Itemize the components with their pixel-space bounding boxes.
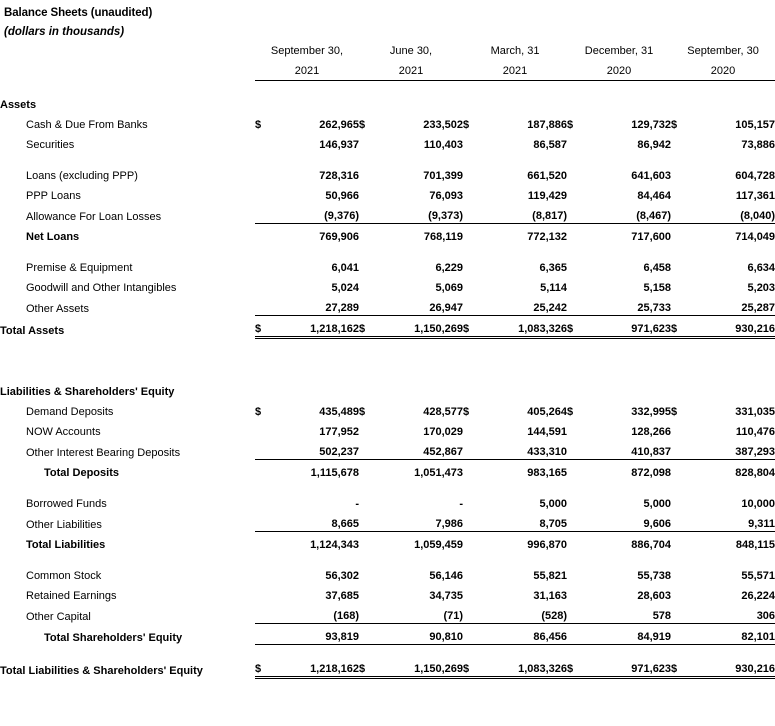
row-label-allowance: Allowance For Loan Losses xyxy=(26,210,162,223)
cell-total-deposits-1: 1,051,473 xyxy=(414,467,464,479)
currency-symbol: $ xyxy=(671,406,678,418)
cell-total-equity-3: 84,919 xyxy=(589,624,671,645)
row-label-total-liabilities-equity: Total Liabilities & Shareholders' Equity xyxy=(0,664,203,677)
cell-premise-0: 6,041 xyxy=(331,262,359,274)
cell-other-assets-4: 25,287 xyxy=(693,295,775,316)
cell-oib-3: 410,837 xyxy=(589,439,671,460)
cell-other-capital-0: (168) xyxy=(277,603,359,624)
cell-other-assets-2: 25,242 xyxy=(485,295,567,316)
row-label-loans-excluding-ppp: Loans (excluding PPP) xyxy=(26,170,138,182)
cell-cash-0: 262,965 xyxy=(319,119,359,131)
cell-demand-2: 405,264 xyxy=(527,406,568,418)
table-row xyxy=(0,112,775,132)
cell-now-0: 177,952 xyxy=(319,426,359,438)
cell-borrowed-4: 10,000 xyxy=(741,498,775,510)
cell-borrowed-3: 5,000 xyxy=(643,498,672,510)
column-header-2-line2: 2021 xyxy=(359,58,463,81)
currency-symbol: $ xyxy=(255,119,262,131)
cell-retained-3: 28,603 xyxy=(637,590,672,602)
table-row xyxy=(0,532,775,553)
currency-symbol: $ xyxy=(567,316,589,338)
cell-other-assets-3: 25,733 xyxy=(589,295,671,316)
cell-securities-1: 110,403 xyxy=(423,139,464,151)
column-header-1-line1: September 30, xyxy=(270,45,344,57)
cell-premise-3: 6,458 xyxy=(643,262,672,274)
currency-symbol: $ xyxy=(359,656,381,678)
cell-total-le-2: 1,083,326 xyxy=(485,656,567,678)
currency-symbol: $ xyxy=(671,656,693,678)
cell-other-capital-1: (71) xyxy=(381,603,463,624)
row-label-total-deposits: Total Deposits xyxy=(44,467,119,479)
cell-demand-1: 428,577 xyxy=(423,406,464,418)
cell-securities-0: 146,937 xyxy=(319,139,359,151)
cell-total-deposits-3: 872,098 xyxy=(631,467,672,479)
row-label-retained-earnings: Retained Earnings xyxy=(26,590,117,602)
cell-other-liab-4: 9,311 xyxy=(693,511,775,532)
cell-retained-1: 34,735 xyxy=(429,590,464,602)
cell-borrowed-1: - xyxy=(459,498,464,510)
cell-ppp-1: 76,093 xyxy=(429,190,464,202)
cell-common-stock-3: 55,738 xyxy=(637,570,672,582)
cell-total-liab-3: 886,704 xyxy=(631,539,672,551)
row-label-common-stock: Common Stock xyxy=(26,570,102,582)
cell-total-equity-4: 82,101 xyxy=(693,624,775,645)
cell-total-le-1: 1,150,269 xyxy=(381,656,463,678)
row-label-securities: Securities xyxy=(26,139,75,151)
cell-loans-0: 728,316 xyxy=(319,170,359,182)
spacer-row xyxy=(0,552,775,563)
cell-goodwill-4: 5,203 xyxy=(747,282,775,294)
header-spacer xyxy=(0,40,255,58)
cell-oib-0: 502,237 xyxy=(277,439,359,460)
cell-common-stock-2: 55,821 xyxy=(533,570,568,582)
row-label-other-interest-bearing: Other Interest Bearing Deposits xyxy=(26,446,181,459)
table-row xyxy=(0,399,775,419)
balance-sheet-table xyxy=(0,40,775,679)
cell-demand-4: 331,035 xyxy=(735,406,775,418)
cell-now-2: 144,591 xyxy=(527,426,568,438)
cell-ppp-0: 50,966 xyxy=(325,190,359,202)
cell-other-assets-1: 26,947 xyxy=(381,295,463,316)
cell-loans-4: 604,728 xyxy=(735,170,775,182)
assets-section-label: Assets xyxy=(0,99,37,111)
cell-loans-1: 701,399 xyxy=(423,170,464,182)
table-row xyxy=(0,563,775,583)
row-label-now-accounts: NOW Accounts xyxy=(26,426,101,438)
cell-securities-3: 86,942 xyxy=(637,139,672,151)
cell-ppp-4: 117,361 xyxy=(735,190,775,202)
table-row xyxy=(0,624,775,645)
column-header-5-line2: 2020 xyxy=(671,58,775,81)
spacer-row xyxy=(0,152,775,163)
cell-other-assets-0: 27,289 xyxy=(277,295,359,316)
table-row xyxy=(0,511,775,532)
column-header-3-line2: 2021 xyxy=(463,58,567,81)
table-row xyxy=(0,132,775,152)
cell-other-capital-2: (528) xyxy=(485,603,567,624)
table-row xyxy=(0,460,775,481)
page-title: Balance Sheets (unaudited) xyxy=(4,7,153,19)
cell-allowance-4: (8,040) xyxy=(693,203,775,224)
cell-total-deposits-0: 1,115,678 xyxy=(310,467,359,479)
currency-symbol: $ xyxy=(463,316,485,338)
cell-allowance-3: (8,467) xyxy=(589,203,671,224)
table-row xyxy=(0,583,775,603)
currency-symbol: $ xyxy=(463,656,485,678)
table-row xyxy=(0,183,775,203)
currency-symbol: $ xyxy=(255,406,262,418)
section-header-assets xyxy=(0,92,775,112)
cell-common-stock-4: 55,571 xyxy=(741,570,775,582)
cell-demand-3: 332,995 xyxy=(631,406,672,418)
cell-demand-0: 435,489 xyxy=(319,406,359,418)
cell-allowance-0: (9,376) xyxy=(277,203,359,224)
cell-premise-1: 6,229 xyxy=(435,262,464,274)
currency-symbol: $ xyxy=(567,406,574,418)
cell-net-loans-3: 717,600 xyxy=(631,231,672,243)
spacer-row xyxy=(0,645,775,657)
table-row xyxy=(0,603,775,624)
row-label-other-capital: Other Capital xyxy=(26,610,91,623)
currency-symbol: $ xyxy=(359,406,366,418)
currency-symbol: $ xyxy=(463,406,470,418)
table-row xyxy=(0,163,775,183)
table-header-row-1 xyxy=(0,40,775,58)
cell-loans-2: 661,520 xyxy=(527,170,568,182)
cell-borrowed-2: 5,000 xyxy=(539,498,568,510)
cell-total-deposits-4: 828,804 xyxy=(735,467,775,479)
spacer-row xyxy=(0,81,775,93)
cell-other-liab-1: 7,986 xyxy=(381,511,463,532)
liabilities-section-label: Liabilities & Shareholders' Equity xyxy=(0,386,175,398)
cell-total-deposits-2: 983,165 xyxy=(527,467,568,479)
cell-borrowed-0: - xyxy=(355,498,359,510)
table-row xyxy=(0,439,775,460)
page-subtitle: (dollars in thousands) xyxy=(4,26,125,38)
cell-other-liab-3: 9,606 xyxy=(589,511,671,532)
table-header-row-2 xyxy=(0,58,775,81)
row-label-goodwill: Goodwill and Other Intangibles xyxy=(26,282,177,294)
cell-goodwill-3: 5,158 xyxy=(643,282,672,294)
cell-net-loans-4: 714,049 xyxy=(735,231,775,243)
table-row xyxy=(0,295,775,316)
cell-total-assets-3: 971,623 xyxy=(589,316,671,338)
cell-total-le-0: 1,218,162 xyxy=(277,656,359,678)
column-header-4-line2: 2020 xyxy=(567,58,671,81)
currency-symbol: $ xyxy=(255,316,277,338)
cell-allowance-2: (8,817) xyxy=(485,203,567,224)
cell-goodwill-1: 5,069 xyxy=(435,282,464,294)
cell-oib-4: 387,293 xyxy=(693,439,775,460)
cell-now-1: 170,029 xyxy=(423,426,464,438)
table-row xyxy=(0,255,775,275)
spacer-row xyxy=(0,244,775,255)
currency-symbol: $ xyxy=(567,656,589,678)
cell-total-equity-1: 90,810 xyxy=(381,624,463,645)
spacer-row xyxy=(0,359,775,379)
row-label-total-liabilities: Total Liabilities xyxy=(26,539,106,551)
column-header-2-line1: June 30, xyxy=(389,45,433,57)
cell-goodwill-0: 5,024 xyxy=(331,282,359,294)
cell-net-loans-0: 769,906 xyxy=(319,231,359,243)
cell-oib-1: 452,867 xyxy=(381,439,463,460)
cell-cash-1: 233,502 xyxy=(423,119,464,131)
table-row xyxy=(0,656,775,678)
cell-total-equity-0: 93,819 xyxy=(277,624,359,645)
cell-allowance-1: (9,373) xyxy=(381,203,463,224)
cell-total-le-4: 930,216 xyxy=(693,656,775,678)
cell-goodwill-2: 5,114 xyxy=(540,282,568,294)
row-label-demand-deposits: Demand Deposits xyxy=(26,406,114,418)
row-label-ppp-loans: PPP Loans xyxy=(26,190,81,202)
table-row xyxy=(0,491,775,511)
cell-ppp-3: 84,464 xyxy=(637,190,672,202)
cell-retained-2: 31,163 xyxy=(533,590,568,602)
row-label-total-equity: Total Shareholders' Equity xyxy=(44,631,183,644)
cell-cash-4: 105,157 xyxy=(735,119,775,131)
cell-total-assets-2: 1,083,326 xyxy=(485,316,567,338)
row-label-other-assets: Other Assets xyxy=(26,302,89,315)
spacer-row xyxy=(0,480,775,491)
cell-loans-3: 641,603 xyxy=(631,170,672,182)
currency-symbol: $ xyxy=(359,316,381,338)
header-spacer-2 xyxy=(0,58,255,81)
row-label-premise: Premise & Equipment xyxy=(26,262,133,274)
cell-cash-2: 187,886 xyxy=(527,119,568,131)
section-header-liabilities xyxy=(0,379,775,399)
cell-total-assets-0: 1,218,162 xyxy=(277,316,359,338)
cell-net-loans-1: 768,119 xyxy=(423,231,464,243)
cell-total-liab-2: 996,870 xyxy=(527,539,568,551)
cell-retained-0: 37,685 xyxy=(325,590,359,602)
cell-total-liab-0: 1,124,343 xyxy=(310,539,359,551)
cell-net-loans-2: 772,132 xyxy=(527,231,568,243)
column-header-5-line1: September, 30 xyxy=(687,45,759,57)
currency-symbol: $ xyxy=(567,119,574,131)
cell-total-assets-4: 930,216 xyxy=(693,316,775,338)
table-row xyxy=(0,419,775,439)
column-header-3-line1: March, 31 xyxy=(490,45,540,57)
row-label-borrowed-funds: Borrowed Funds xyxy=(26,498,107,510)
table-row xyxy=(0,224,775,245)
cell-common-stock-1: 56,146 xyxy=(429,570,464,582)
cell-other-liab-0: 8,665 xyxy=(277,511,359,532)
cell-other-capital-3: 578 xyxy=(589,603,671,624)
cell-total-liab-1: 1,059,459 xyxy=(414,539,464,551)
cell-securities-2: 86,587 xyxy=(533,139,568,151)
cell-total-assets-1: 1,150,269 xyxy=(381,316,463,338)
row-label-other-liabilities: Other Liabilities xyxy=(26,518,102,531)
cell-premise-2: 6,365 xyxy=(539,262,568,274)
row-label-net-loans: Net Loans xyxy=(26,231,80,243)
column-header-1-line2: 2021 xyxy=(255,58,359,81)
cell-retained-4: 26,224 xyxy=(741,590,775,602)
cell-common-stock-0: 56,302 xyxy=(325,570,359,582)
currency-symbol: $ xyxy=(359,119,366,131)
cell-ppp-2: 119,429 xyxy=(527,190,568,202)
currency-symbol: $ xyxy=(671,119,678,131)
cell-other-capital-4: 306 xyxy=(693,603,775,624)
cell-securities-4: 73,886 xyxy=(741,139,775,151)
cell-other-liab-2: 8,705 xyxy=(485,511,567,532)
cell-oib-2: 433,310 xyxy=(485,439,567,460)
spacer-row xyxy=(0,338,775,360)
row-label-total-assets: Total Assets xyxy=(0,324,65,337)
cell-premise-4: 6,634 xyxy=(747,262,775,274)
cell-total-equity-2: 86,456 xyxy=(485,624,567,645)
cell-total-le-3: 971,623 xyxy=(589,656,671,678)
table-row xyxy=(0,203,775,224)
column-header-4-line1: December, 31 xyxy=(584,45,654,57)
cell-total-liab-4: 848,115 xyxy=(735,539,775,551)
cell-now-3: 128,266 xyxy=(631,426,672,438)
table-row xyxy=(0,275,775,295)
currency-symbol: $ xyxy=(671,316,693,338)
table-row xyxy=(0,316,775,338)
cell-cash-3: 129,732 xyxy=(631,119,672,131)
cell-now-4: 110,476 xyxy=(735,426,775,438)
currency-symbol: $ xyxy=(463,119,470,131)
row-label-cash: Cash & Due From Banks xyxy=(26,119,148,131)
currency-symbol: $ xyxy=(255,656,277,678)
